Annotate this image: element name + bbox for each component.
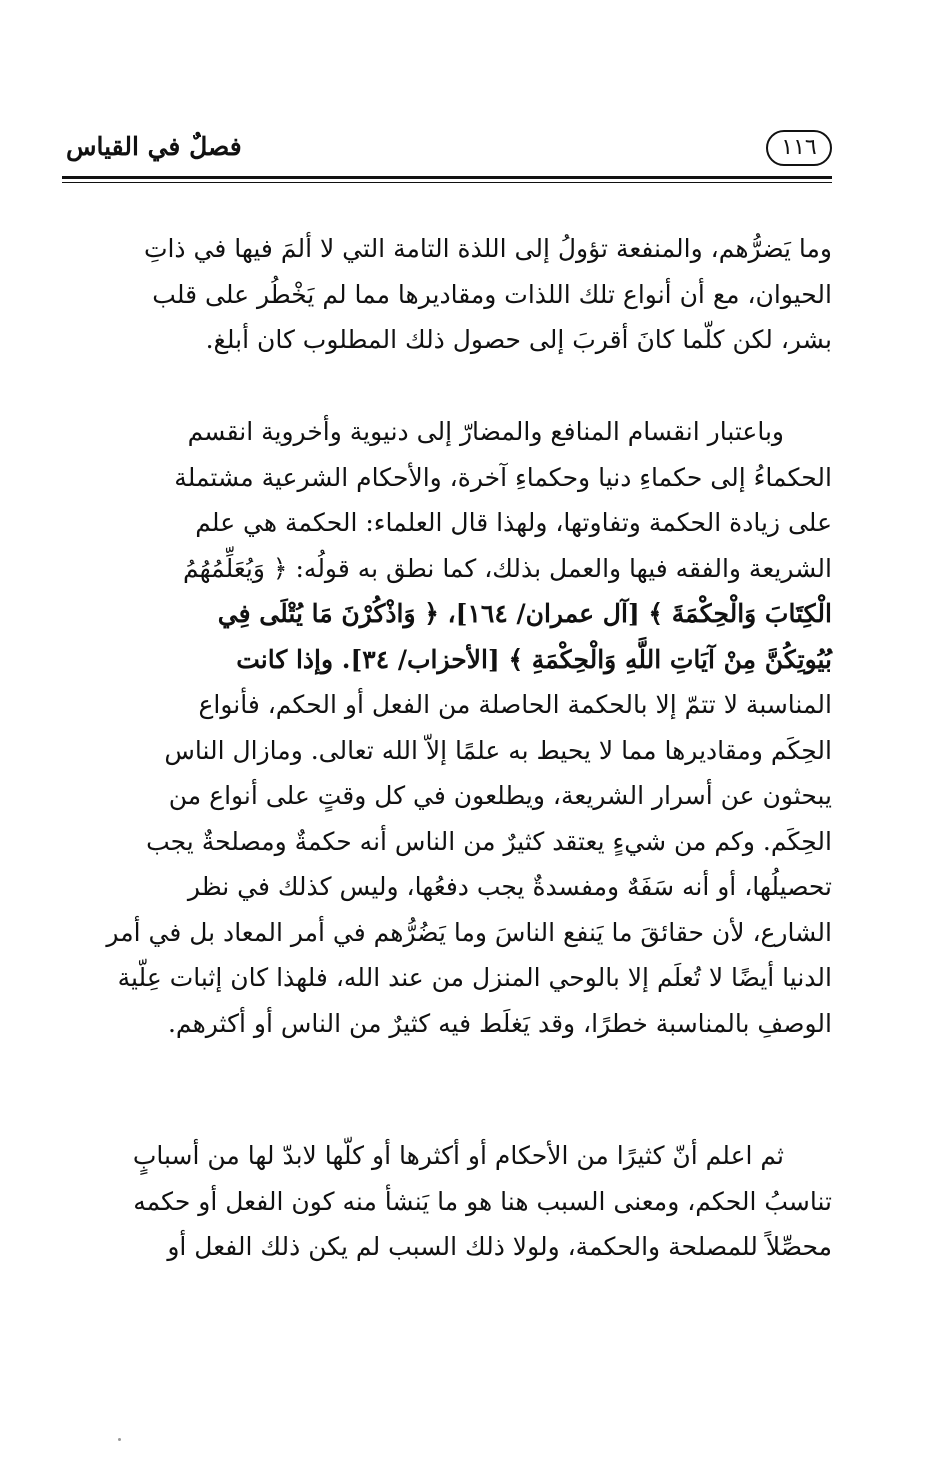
- text-line: وباعتبار انقسام المنافع والمضارّ إلى دنيوية وأخروية انقسم: [187, 417, 784, 446]
- paragraph-2: [62, 409, 832, 1046]
- text-line: الشارع، لأن حقائقَ ما يَنفع الناسَ وما يَضُرُّهم في أمر المعاد بل في أمر: [106, 917, 832, 947]
- text-line: الدنيا أيضًا لا تُعلَم إلا بالوحي المنزل من عند الله، فلهذا كان إثبات عِلّية: [117, 963, 832, 992]
- header-rule-thick: [62, 176, 832, 179]
- page-header: [62, 128, 832, 178]
- paragraph-3: [62, 1133, 832, 1270]
- text-line: الوصفِ بالمناسبة خطرًا، وقد يَغلَط فيه كثيرٌ من الناس أو أكثرهم.: [167, 1008, 832, 1038]
- text-line-quran: بُيُوتِكُنَّ مِنْ آيَاتِ اللَّهِ وَالْحِكْمَةِ ﴾ [الأحزاب/ ٣٤]. وإذا كانت: [236, 644, 832, 674]
- text-line: وما يَضرُّهم، والمنفعة تؤولُ إلى اللذة التامة التي لا ألمَ فيها في ذاتِ: [143, 234, 832, 263]
- paragraph-1: [62, 226, 832, 363]
- text-line: ثم اعلم أنّ كثيرًا من الأحكام أو أكثرها أو كلّها لابدّ لها من أسبابٍ: [132, 1141, 784, 1170]
- scan-speck: [118, 1438, 121, 1441]
- text-line: تناسبُ الحكم، ومعنى السبب هنا هو ما يَنشأ منه كون الفعل أو حكمه: [133, 1186, 832, 1216]
- text-line: يبحثون عن أسرار الشريعة، ويطلعون في كل وقتٍ على أنواع من: [168, 781, 832, 810]
- text-line: محصِّلاً للمصلحة والحكمة، ولولا ذلك السبب لم يكن ذلك الفعل أو: [167, 1232, 832, 1261]
- text-line: الحِكَم ومقاديرها مما لا يحيط به علمًا إلاّ الله تعالى. ومازال الناس: [164, 735, 832, 765]
- text-line: بشر، لكن كلّما كانَ أقربَ إلى حصول ذلك المطلوب كان أبلغ.: [205, 325, 832, 354]
- text-line-quran: الْكِتَابَ وَالْحِكْمَةَ ﴾ [آل عمران/ ١٦٤]، ﴿ وَاذْكُرْنَ مَا يُتْلَى فِي: [217, 599, 832, 628]
- text-line: تحصيلُها، أو أنه سَفَهٌ ومفسدةٌ يجب دفعُها، وليس كذلك في نظر: [187, 872, 832, 901]
- text-line: الحكماءُ إلى حكماءِ دنيا وحكماءِ آخرة، والأحكام الشرعية مشتملة: [174, 462, 832, 492]
- page-number: ١١٦: [766, 130, 832, 166]
- running-title: فصلٌ في القياس: [66, 132, 242, 161]
- text-line: على زيادة الحكمة وتفاوتها، ولهذا قال العلماء: الحكمة هي علم: [195, 508, 832, 537]
- header-rule-thin: [62, 182, 832, 183]
- text-line: الحيوان، مع أن أنواع تلك اللذات ومقاديرها مما لم يَخْطُر على قلب: [152, 279, 832, 309]
- text-line: المناسبة لا تتمّ إلا بالحكمة الحاصلة من الفعل أو الحكم، فأنواع: [198, 690, 832, 719]
- text-line: الشريعة والفقه فيها والعمل بذلك، كما نطق به قولُه: ﴿ وَيُعَلِّمُهُمُ: [182, 553, 832, 583]
- text-line: الحِكَم. وكم من شيءٍ يعتقد كثيرٌ من الناس أنه حكمةٌ ومصلحةٌ يجب: [146, 826, 832, 856]
